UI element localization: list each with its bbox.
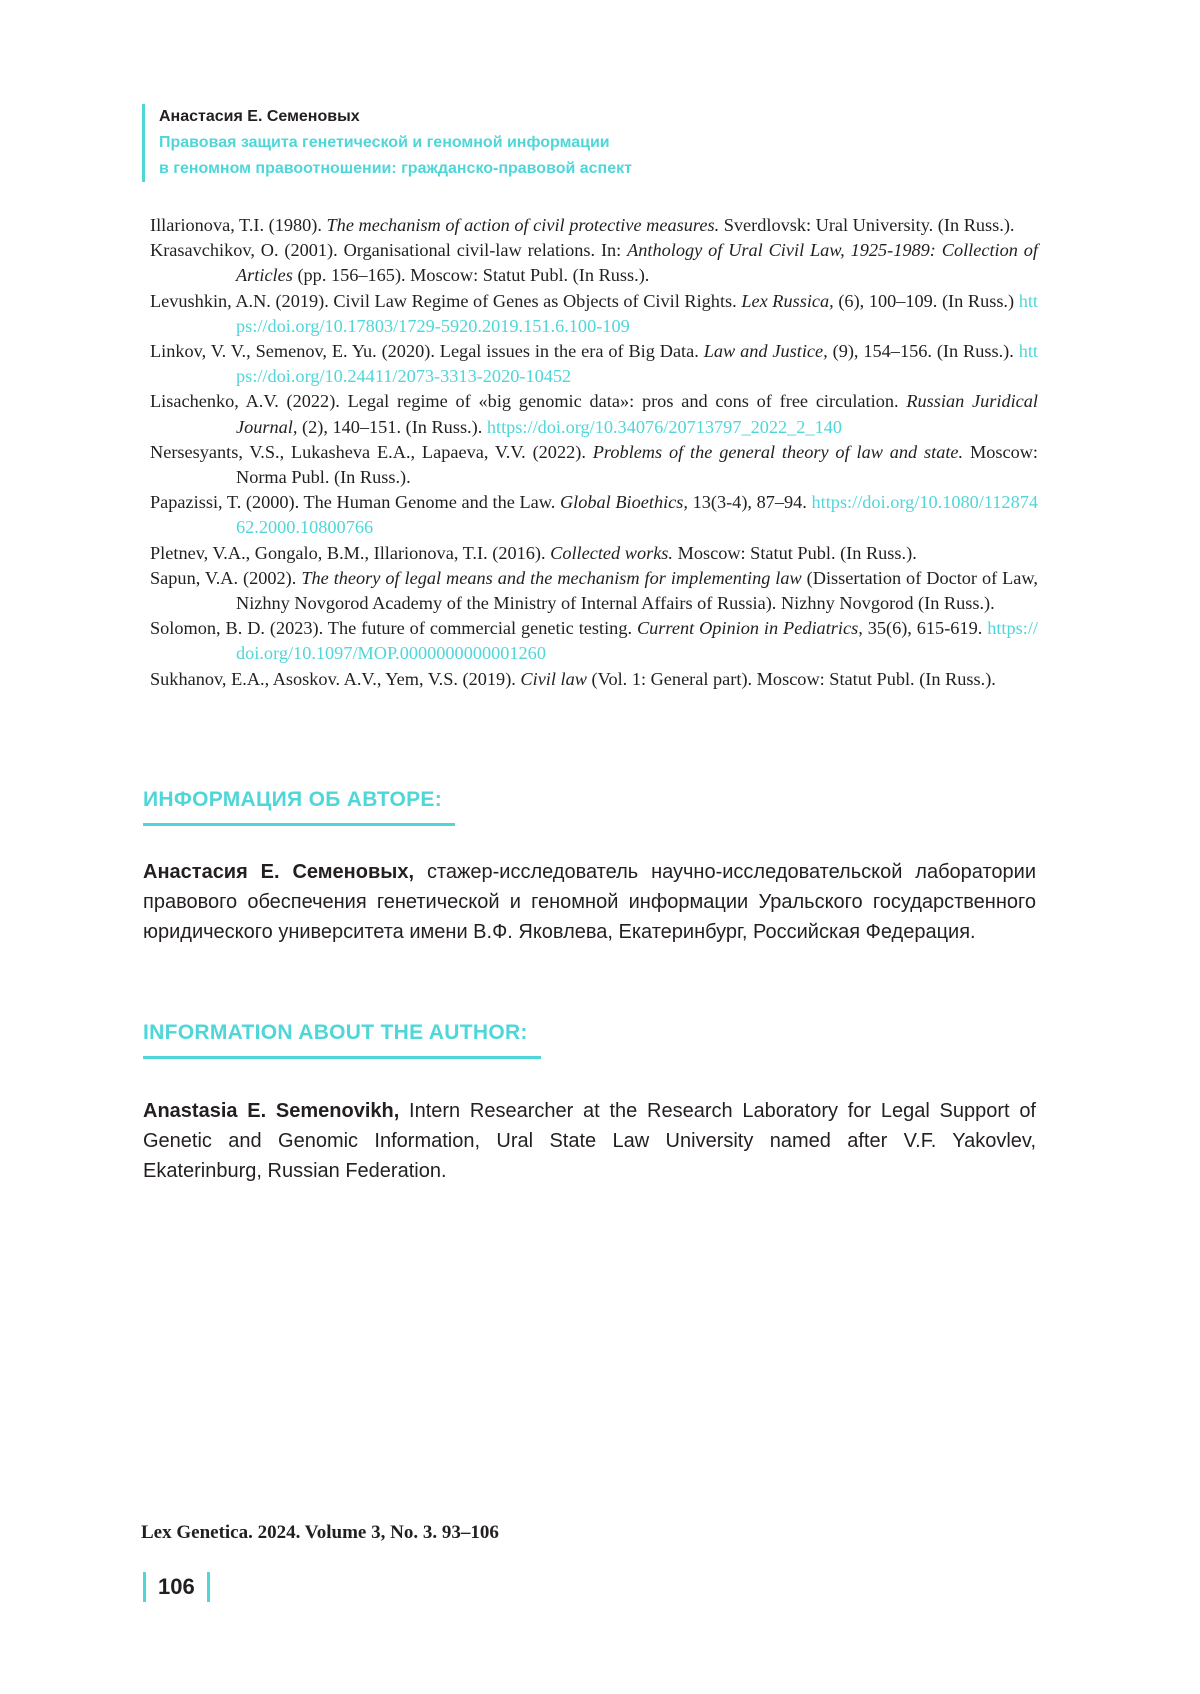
reference-source-title: The mechanism of action of civil protective measures. <box>326 215 720 235</box>
reference-item <box>150 213 1038 238</box>
doi-link[interactable]: https://doi.org/10.17803/1729-5920.2019.151.6.100-109 <box>236 290 1038 336</box>
reference-item <box>150 389 1038 439</box>
reference-text: Moscow: Norma Publ. (In Russ.). <box>236 441 1038 488</box>
author-name-ru: Анастасия Е. Семеновых, <box>143 861 415 883</box>
journal-citation: Lex Genetica. 2024. Volume 3, No. 3. 93–106 <box>141 1522 499 1543</box>
reference-item <box>150 339 1038 389</box>
reference-item <box>150 440 1038 490</box>
reference-list <box>150 213 1038 692</box>
reference-text: Sverdlovsk: Ural University. (In Russ.). <box>719 215 1015 235</box>
reference-text: Solomon, B. D. (2023). The future of commercial genetic testing. <box>150 618 637 639</box>
reference-text: 13(3-4), 87–94. <box>687 492 812 513</box>
reference-text: (pp. 156–165). Moscow: Statut Publ. (In Russ.). <box>292 265 650 286</box>
reference-source-title: Civil law <box>520 668 587 689</box>
reference-text: (Dissertation of Doctor of Law, Nizhny Novgorod Academy of the Ministry of Internal Affairs of Russia). Nizhny Novgorod (In Russ.). <box>236 567 1039 614</box>
reference-text: Papazissi, T. (2000). The Human Genome and the Law. <box>150 492 560 513</box>
reference-text: Sukhanov, E.A., Asoskov. A.V., Yem, V.S. (2019). <box>150 668 521 689</box>
author-info-en <box>143 1096 1036 1186</box>
reference-item <box>150 541 1038 566</box>
doi-link[interactable]: https://doi.org/10.24411/2073-3313-2020-10452 <box>236 341 1039 387</box>
reference-text: Pletnev, V.A., Gongalo, B.M., Illarionova, T.I. (2016). <box>150 542 551 563</box>
running-head-author: Анастасия Е. Семеновых <box>159 108 360 125</box>
reference-item <box>150 289 1038 339</box>
reference-item <box>150 490 1038 540</box>
reference-item <box>150 667 1038 692</box>
reference-item <box>150 238 1038 288</box>
reference-source-title: Law and Justice, <box>703 341 828 362</box>
reference-text: Moscow: Statut Publ. (In Russ.). <box>673 542 917 563</box>
doi-link[interactable]: https://doi.org/10.34076/20713797_2022_2_140 <box>486 416 843 437</box>
author-description-en: Intern Researcher at the Research Laboratory for Legal Support of Genetic and Genomic Information, Ural State Law University named after V.F. Yakovlev, Ekaterinburg, Russian Federation. <box>143 1100 1036 1182</box>
running-head-title-line-2: в геномном правоотношении: гражданско-правовой аспект <box>159 160 632 177</box>
reference-text: Krasavchikov, O. (2001). Organisational civil-law relations. In: <box>150 240 628 261</box>
reference-source-title: The theory of legal means and the mechanism for implementing law <box>301 567 802 588</box>
reference-text: (9), 154–156. (In Russ.). <box>827 341 1019 362</box>
running-head-title-line-1: Правовая защита генетической и геномной информации <box>159 134 610 151</box>
reference-text: 35(6), 615-619. <box>862 618 988 639</box>
reference-source-title: Problems of the general theory of law and state. <box>592 441 964 462</box>
reference-text: Illarionova, T.I. (1980). <box>150 215 327 235</box>
reference-text: Sapun, V.A. (2002). <box>150 567 302 588</box>
reference-text: (6), 100–109. (In Russ.) <box>833 290 1019 311</box>
reference-source-title: Global Bioethics, <box>559 492 688 513</box>
author-description-ru: стажер-исследователь научно-исследовательской лаборатории правового обеспечения генетической и геномной информации Уральского государственного юридического университета имени В.Ф. Яковлева, Екатеринбург, Российская Федерация. <box>143 861 1037 943</box>
reference-source-title: Anthology of Ural Civil Law, 1925-1989: Collection of Articles <box>236 240 1038 286</box>
reference-source-title: Lex Russica, <box>741 290 834 311</box>
reference-source-title: Collected works. <box>550 542 673 563</box>
page-number: 106 <box>143 1572 210 1602</box>
author-info-heading-en: INFORMATION ABOUT THE AUTHOR: <box>143 1018 541 1059</box>
author-info-heading-ru: ИНФОРМАЦИЯ ОБ АВТОРЕ: <box>143 785 455 826</box>
reference-text: (2), 140–151. (In Russ.). <box>297 416 487 437</box>
reference-source-title: Current Opinion in Pediatrics, <box>636 618 863 639</box>
doi-link[interactable]: https://doi.org/10.1097/MOP.0000000000001260 <box>236 618 1038 664</box>
reference-item <box>150 566 1038 616</box>
reference-source-title: Russian Juridical Journal, <box>236 391 1038 437</box>
reference-text: (Vol. 1: General part). Moscow: Statut Publ. (In Russ.). <box>586 668 996 689</box>
author-info-ru <box>143 857 1036 947</box>
reference-text: Linkov, V. V., Semenov, E. Yu. (2020). Legal issues in the era of Big Data. <box>150 341 704 362</box>
author-name-en: Anastasia E. Semenovikh, <box>143 1100 400 1122</box>
reference-text: Lisachenko, A.V. (2022). Legal regime of «big genomic data»: pros and cons of free circulation. <box>150 391 907 412</box>
doi-link[interactable]: https://doi.org/10.1080/11287462.2000.10800766 <box>236 492 1038 538</box>
reference-item <box>150 616 1038 666</box>
running-head <box>142 104 919 182</box>
reference-text: Levushkin, A.N. (2019). Civil Law Regime of Genes as Objects of Civil Rights. <box>150 290 742 311</box>
reference-text: Nersesyants, V.S., Lukasheva E.A., Lapaeva, V.V. (2022). <box>150 441 593 462</box>
